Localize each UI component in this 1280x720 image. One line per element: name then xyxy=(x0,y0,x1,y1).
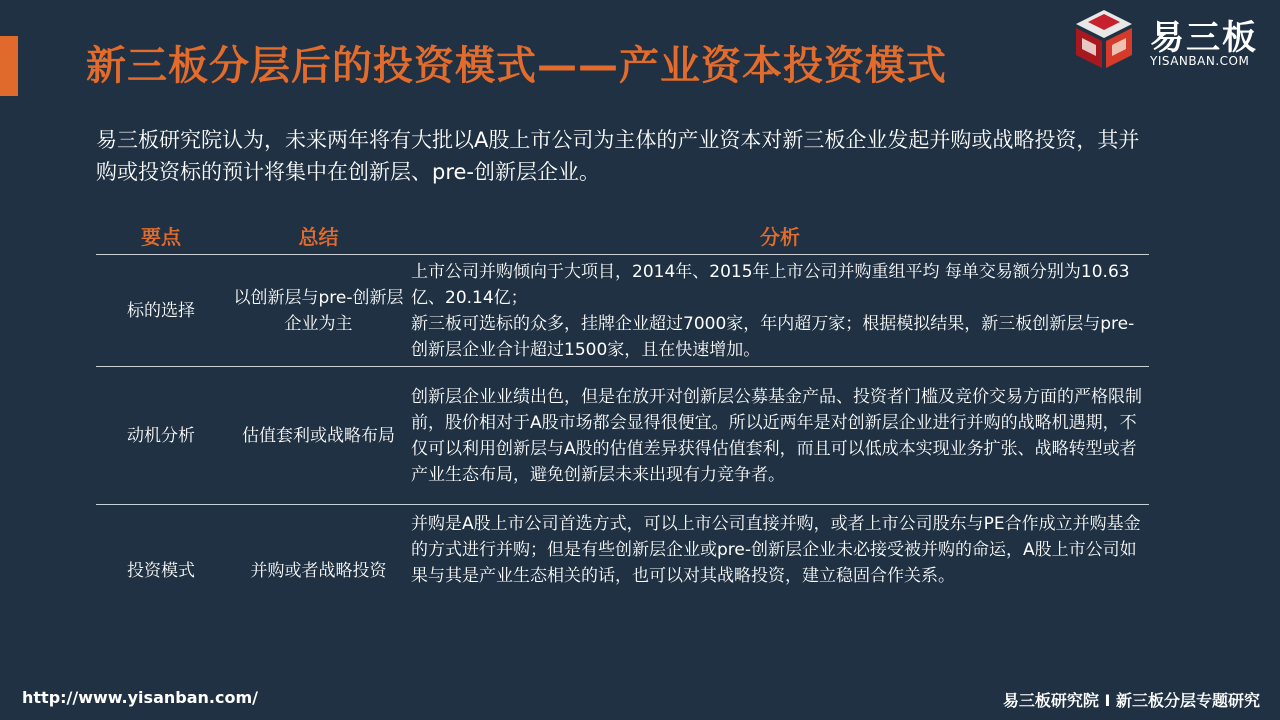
logo-name-en: YISANBAN.COM xyxy=(1150,54,1250,68)
footer-url[interactable]: http://www.yisanban.com/ xyxy=(22,688,258,707)
row-summary: 并购或者战略投资 xyxy=(250,560,387,581)
header-analysis: 分析 xyxy=(411,216,1149,255)
analysis-text: 创新层企业业绩出色，但是在放开对创新层公募基金产品、投资者门槛及竞价交易方面的严格限制前，股价相对于A股市场都会显得很便宜。所以近两年是对创新层企业进行并购的战略机遇期，不仅可以利用创新层与A股的估值差异获得估值套利，而且可以低成本实现业务扩张、战略转型或者产业生态布局，避免创新层未来出现有力竞争者。 xyxy=(411,386,1142,485)
header-key: 要点 xyxy=(96,216,226,255)
table-row xyxy=(96,505,1149,637)
table-row xyxy=(96,367,1149,505)
row-analysis xyxy=(411,505,1149,637)
row-key: 投资模式 xyxy=(127,560,195,581)
analysis-table xyxy=(96,216,1149,637)
analysis-text: 上市公司并购倾向于大项目，2014年、2015年上市公司并购重组平均 每单交易额分别为10.63亿、20.14亿； 新三板可选标的众多，挂牌企业超过7000家，年内超万家；根据模拟结果，新三板创新层与pre-创新层企业合计超过1500家，且在快速增加。 xyxy=(411,261,1135,360)
row-summary: 以创新层与pre-创新层企业为主 xyxy=(226,255,411,367)
row-summary: 估值套利或战略布局 xyxy=(226,367,411,505)
footer-credit: 易三板研究院 I 新三板分层专题研究 xyxy=(1002,691,1260,710)
row-analysis xyxy=(411,367,1149,505)
slide-title: 新三板分层后的投资模式——产业资本投资模式 xyxy=(86,43,947,89)
row-analysis xyxy=(411,255,1149,367)
analysis-text: 并购是A股上市公司首选方式，可以上市公司直接并购，或者上市公司股东与PE合作成立并购基金的方式进行并购；但是有些创新层企业或pre-创新层企业未必接受被并购的命运，A股上市公司如果与其是产业生态相关的话，也可以对其战略投资，建立稳固合作关系。 xyxy=(411,514,1141,586)
title-accent-bar xyxy=(0,36,18,96)
row-key: 动机分析 xyxy=(96,367,226,505)
header-summary: 总结 xyxy=(226,216,411,255)
table-row xyxy=(96,255,1149,367)
brand-logo xyxy=(1068,6,1276,72)
row-key: 标的选择 xyxy=(96,255,226,367)
table-header-row xyxy=(96,216,1149,255)
intro-paragraph: 易三板研究院认为，未来两年将有大批以A股上市公司为主体的产业资本对新三板企业发起并购或战略投资，其并购或投资标的预计将集中在创新层、pre-创新层企业。 xyxy=(96,128,1140,184)
logo-name-cn: 易三板 xyxy=(1150,18,1258,58)
cube-logo-icon xyxy=(1072,8,1136,70)
